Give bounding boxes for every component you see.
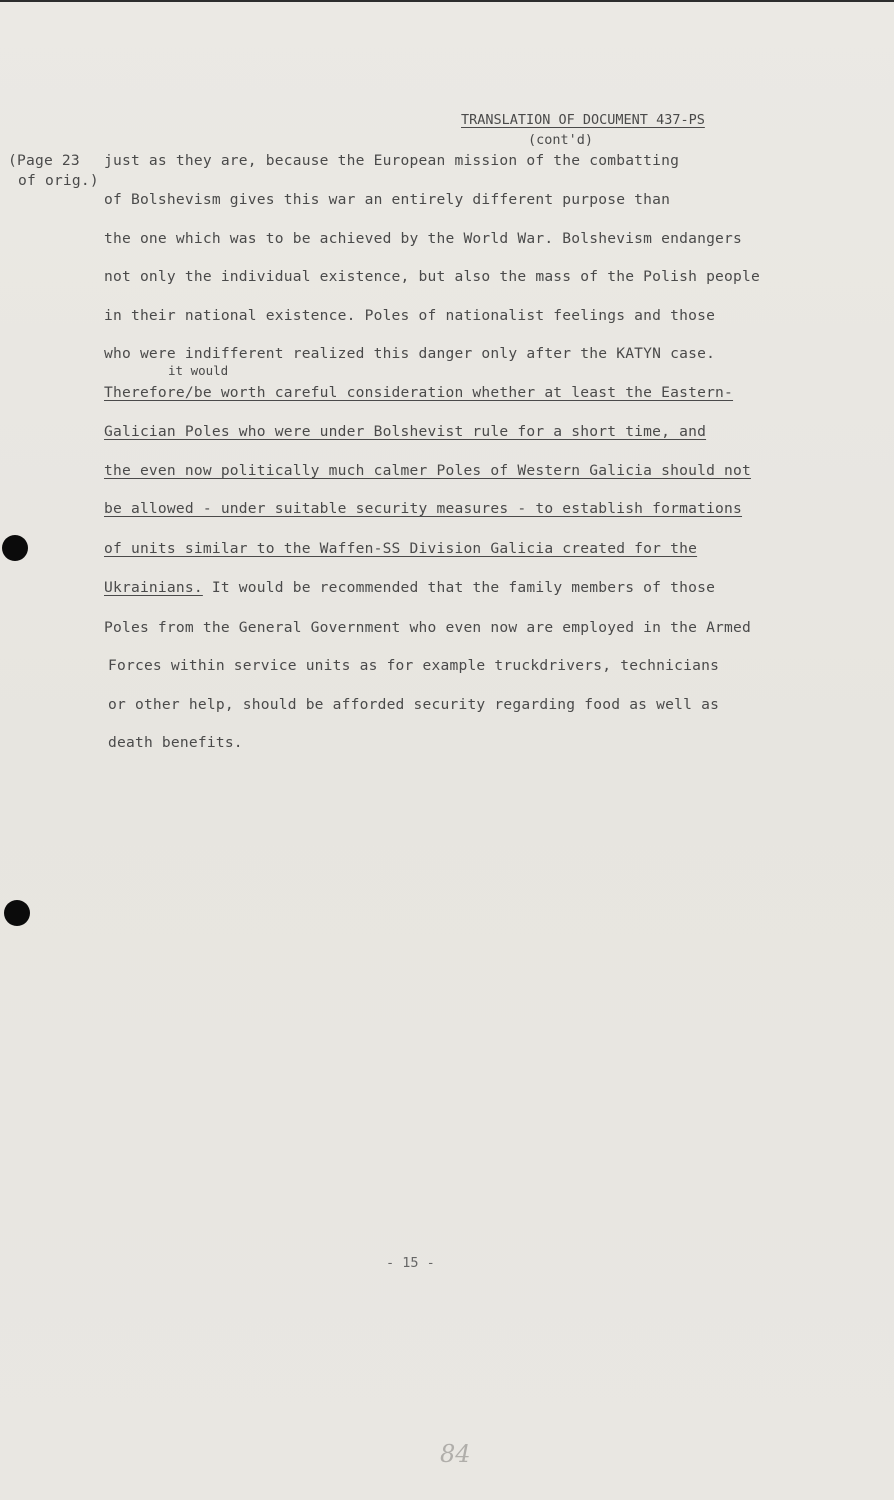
body-line: or other help, should be afforded security regarding food as well as (108, 696, 720, 713)
body-line: in their national existence. Poles of nationalist feelings and those (104, 307, 716, 324)
margin-note-line: (Page 23 (8, 152, 80, 169)
pencil-page-mark: 84 (440, 1440, 471, 1468)
body-line: Poles from the General Government who even now are employed in the Armed (104, 619, 752, 636)
body-line (104, 579, 715, 596)
body-line: not only the individual existence, but also the mass of the Polish people (104, 268, 760, 285)
punch-hole (2, 535, 28, 561)
body-line: who were indifferent realized this danger only after the KATYN case. (104, 345, 716, 362)
body-line: just as they are, because the European mission of the combatting (104, 152, 680, 169)
body-line-underlined: Galician Poles who were under Bolshevist rule for a short time, and (104, 423, 707, 440)
body-line: death benefits. (108, 734, 243, 751)
body-line: the one which was to be achieved by the World War. Bolshevism endangers (104, 230, 743, 247)
document-header-continued: (cont'd) (528, 132, 594, 148)
body-line: of Bolshevism gives this war an entirely different purpose than (104, 191, 671, 208)
body-line-text: It would be recommended that the family members of those (202, 579, 716, 596)
punch-hole (4, 900, 30, 926)
body-line-underlined: be allowed - under suitable security measures - to establish formations (104, 500, 743, 517)
body-line-underlined: the even now politically much calmer Poles of Western Galicia should not (104, 462, 752, 479)
handwritten-insertion: it would (168, 363, 229, 378)
underlined-word: Ukrainians. (104, 579, 203, 596)
page-number: - 15 - (386, 1255, 435, 1271)
margin-note-line: of orig.) (18, 172, 99, 189)
body-line-underlined: Therefore/be worth careful consideration whether at least the Eastern- (104, 384, 734, 401)
body-line: Forces within service units as for example truckdrivers, technicians (108, 657, 720, 674)
body-line-underlined: of units similar to the Waffen-SS Division Galicia created for the (104, 540, 698, 557)
top-edge-line (0, 0, 894, 2)
document-header-title: TRANSLATION OF DOCUMENT 437-PS (461, 112, 705, 128)
